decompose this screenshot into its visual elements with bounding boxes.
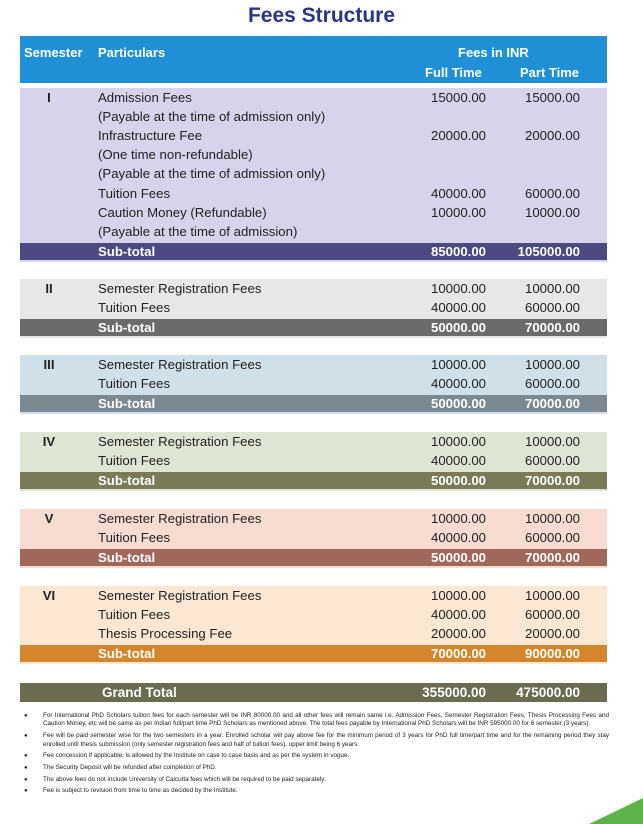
fee-particular: (Payable at the time of admission only)	[98, 109, 326, 125]
subtotal-part-time: 70000.00	[524, 396, 580, 412]
fee-particular: Thesis Processing Fee	[98, 626, 233, 642]
fee-row	[20, 605, 607, 624]
fee-particular: Semester Registration Fees	[98, 281, 262, 296]
subtotal-label: Sub-total	[98, 646, 156, 662]
fee-part-time: 10000.00	[524, 434, 580, 449]
fee-full-time: 10000.00	[430, 511, 486, 526]
fee-particular: Tuition Fees	[98, 530, 171, 546]
subtotal-part-time: 90000.00	[524, 646, 580, 662]
fee-full-time: 20000.00	[430, 626, 486, 642]
subtotal-row	[20, 243, 607, 260]
semester-block	[20, 355, 607, 414]
fee-full-time: 40000.00	[430, 300, 486, 316]
fee-row	[20, 145, 607, 164]
fee-full-time: 10000.00	[430, 204, 486, 220]
grand-total-row	[20, 683, 607, 702]
fee-part-time: 20000.00	[524, 626, 580, 642]
fee-particular: Infrastructure Fee	[98, 128, 203, 144]
subtotal-label: Sub-total	[98, 243, 156, 259]
semester-block	[20, 88, 607, 262]
note-item: ● Fee concession if applicable, is allowed by the Institute on case to case basis and as per the system in vogue.	[24, 752, 609, 760]
semester-label: II	[45, 281, 53, 296]
subtotal-part-time: 70000.00	[524, 320, 580, 336]
fee-full-time: 15000.00	[430, 90, 486, 105]
grand-total-full-time: 355000.00	[422, 685, 486, 700]
fee-full-time: 10000.00	[430, 281, 486, 296]
semester-block	[20, 586, 607, 664]
fee-particular: Semester Registration Fees	[98, 588, 262, 603]
fee-row	[20, 451, 607, 470]
subtotal-part-time: 70000.00	[524, 550, 580, 566]
grand-total-label: Grand Total	[102, 685, 177, 700]
note-item: ● For International PhD Scholars tuition fees for each semester will be INR 80000.00 and all other fees will remain same i.e. Admission Fees, Semester Registration Fees, Thesis Processing Fees and Caution Money, etc will be same as per Indian full/part time PhD Scholars as mentioned above. The total fees payable by International PhD Scholars will be INR 595000.00 for 6 semester (3 years).	[24, 712, 609, 729]
subtotal-row	[20, 645, 607, 662]
subtotal-full-time: 50000.00	[430, 550, 486, 566]
fee-part-time: 20000.00	[524, 128, 580, 144]
fee-row	[20, 586, 607, 605]
subtotal-full-time: 50000.00	[430, 396, 486, 412]
fee-particular: (Payable at the time of admission only)	[98, 166, 326, 182]
fee-full-time: 40000.00	[430, 453, 486, 469]
fee-row	[20, 203, 607, 222]
fee-full-time: 40000.00	[430, 607, 486, 623]
fee-particular: Tuition Fees	[98, 607, 171, 623]
fee-row	[20, 432, 607, 451]
fee-row	[20, 126, 607, 145]
subtotal-row	[20, 319, 607, 336]
fee-part-time: 60000.00	[524, 453, 580, 469]
fee-part-time: 10000.00	[524, 357, 580, 372]
semester-block	[20, 432, 607, 491]
header-particulars: Particulars	[98, 45, 166, 60]
fee-particular: Tuition Fees	[98, 376, 171, 392]
fee-particular: Tuition Fees	[98, 453, 171, 469]
fee-row	[20, 374, 607, 393]
semester-label: V	[44, 511, 54, 526]
table-header	[20, 36, 607, 83]
semester-label: IV	[42, 434, 56, 449]
fee-particular: (One time non-refundable)	[98, 147, 253, 163]
fee-particular: Semester Registration Fees	[98, 357, 262, 372]
fee-row	[20, 88, 607, 107]
fee-full-time: 10000.00	[430, 357, 486, 372]
page-title: Fees Structure	[247, 4, 396, 27]
subtotal-row	[20, 395, 607, 412]
semester-label: III	[43, 357, 55, 372]
fee-part-time: 60000.00	[524, 376, 580, 392]
fee-particular: Tuition Fees	[98, 185, 171, 201]
fee-row	[20, 222, 607, 241]
header-semester: Semester	[24, 45, 83, 60]
fee-row	[20, 184, 607, 203]
note-item: ● Fee is subject to revision from time to time as decided by the Institute.	[24, 787, 609, 795]
fee-row	[20, 279, 607, 298]
fee-full-time: 40000.00	[430, 185, 486, 201]
subtotal-full-time: 50000.00	[430, 473, 486, 489]
fee-particular: Admission Fees	[98, 90, 192, 105]
fee-part-time: 10000.00	[524, 204, 580, 220]
fee-part-time: 60000.00	[524, 607, 580, 623]
fee-full-time: 40000.00	[430, 530, 486, 546]
fee-part-time: 15000.00	[524, 90, 580, 105]
notes-list	[24, 712, 609, 799]
fee-part-time: 60000.00	[524, 530, 580, 546]
subtotal-full-time: 85000.00	[430, 243, 486, 259]
subtotal-full-time: 50000.00	[430, 320, 486, 336]
subtotal-full-time: 70000.00	[430, 646, 486, 662]
subtotal-label: Sub-total	[98, 550, 156, 566]
note-item: ● Fee will be paid semester wise for the two semesters in a year. Enrolled scholar will pay above fee for the minimum period of 3 years for PhD full time/part time and for the remaining period they stay enrolled until thesis submission (only semester registration fees and half of tuition fees), upper limit being 6 years.	[24, 732, 609, 749]
subtotal-row	[20, 549, 607, 566]
fee-row	[20, 509, 607, 528]
fee-full-time: 40000.00	[430, 376, 486, 392]
fee-row	[20, 107, 607, 126]
note-item: ● The above fees do not include University of Calcutta fees which will be required to be paid separately.	[24, 776, 609, 784]
fee-part-time: 10000.00	[524, 281, 580, 296]
fee-part-time: 10000.00	[524, 588, 580, 603]
subtotal-row	[20, 472, 607, 489]
fee-full-time: 10000.00	[430, 588, 486, 603]
header-full-time: Full Time	[425, 65, 482, 80]
fee-full-time: 10000.00	[430, 434, 486, 449]
subtotal-label: Sub-total	[98, 396, 156, 412]
fee-part-time: 10000.00	[524, 511, 580, 526]
note-item: ● The Security Deposit will be refunded after completion of PhD.	[24, 764, 609, 772]
fee-full-time: 20000.00	[430, 128, 486, 144]
fee-particular: Semester Registration Fees	[98, 511, 262, 526]
semester-label: VI	[42, 588, 56, 603]
semester-block	[20, 279, 607, 338]
fee-row	[20, 528, 607, 547]
grand-total-part-time: 475000.00	[516, 685, 580, 700]
fee-particular: Semester Registration Fees	[98, 434, 262, 449]
fee-row	[20, 355, 607, 374]
fee-part-time: 60000.00	[524, 185, 580, 201]
fee-part-time: 60000.00	[524, 300, 580, 316]
subtotal-label: Sub-total	[98, 320, 156, 336]
fee-row	[20, 164, 607, 183]
header-part-time: Part Time	[520, 65, 580, 80]
fee-particular: Caution Money (Refundable)	[98, 204, 267, 220]
semester-label: I	[47, 90, 51, 105]
header-fees: Fees in INR	[458, 45, 529, 60]
fee-particular: Tuition Fees	[98, 300, 171, 316]
semester-block	[20, 509, 607, 568]
fee-row	[20, 624, 607, 643]
subtotal-part-time: 105000.00	[517, 243, 580, 259]
fee-row	[20, 298, 607, 317]
subtotal-label: Sub-total	[98, 473, 156, 489]
corner-decoration	[589, 798, 643, 824]
fee-particular: (Payable at the time of admission)	[98, 223, 298, 239]
subtotal-part-time: 70000.00	[524, 473, 580, 489]
